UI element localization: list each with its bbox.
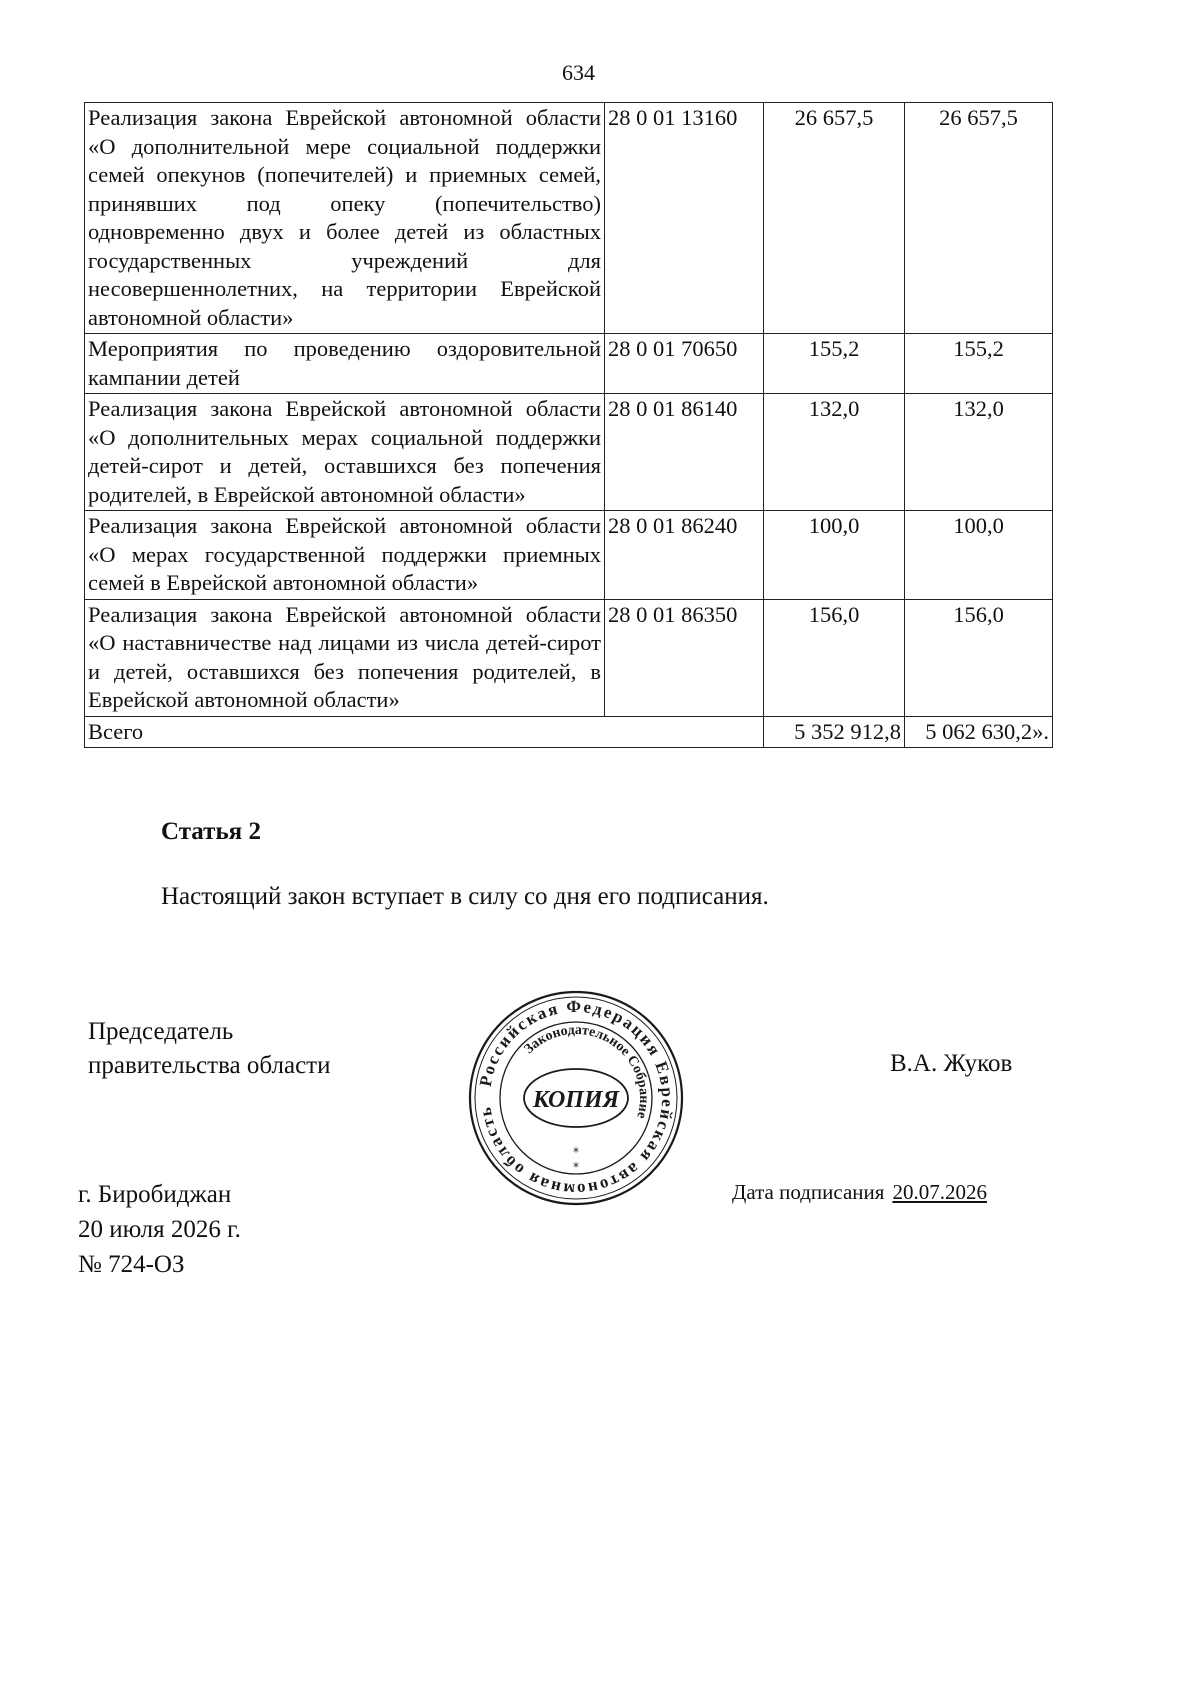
table-row	[85, 334, 1053, 394]
table-row	[85, 103, 1053, 334]
row-value-1: 155,2	[764, 334, 905, 394]
signing-date-value: 20.07.2026	[892, 1180, 987, 1204]
total-value-2: 5 062 630,2».	[905, 716, 1053, 748]
seal-star-icon: *	[573, 1145, 579, 1159]
table-total-row	[85, 716, 1053, 748]
row-value-1: 100,0	[764, 511, 905, 600]
budget-table	[84, 102, 1053, 748]
total-value-1: 5 352 912,8	[764, 716, 905, 748]
row-value-2: 132,0	[905, 394, 1053, 511]
row-code: 28 0 01 70650	[605, 334, 764, 394]
law-number: № 724-ОЗ	[78, 1251, 185, 1278]
article-heading: Статья 2	[161, 818, 261, 845]
signer-title	[88, 1015, 330, 1083]
row-code: 28 0 01 13160	[605, 103, 764, 334]
official-seal	[466, 988, 686, 1208]
page-number: 634	[562, 60, 595, 85]
signing-date	[732, 1180, 987, 1205]
row-value-2: 156,0	[905, 599, 1053, 716]
place-date: 20 июля 2026 г.	[78, 1216, 241, 1243]
place-block	[78, 1177, 241, 1282]
row-name: Реализация закона Еврейской автономной области «О дополнительной мере социальной поддержки семей опекунов (попечителей) и приемных семей, принявших под опеку (попечительство) одновременно двух и более детей из областных государственных учреждений для несовершеннолетних, на территории Еврейской автономной области»	[85, 103, 605, 334]
row-name: Мероприятия по проведению оздоровительной кампании детей	[85, 334, 605, 394]
seal-star-icon: *	[573, 1160, 579, 1174]
signer-title-line-2: правительства области	[88, 1052, 331, 1079]
table-row	[85, 511, 1053, 600]
seal-outer-text: Российская Федерация Еврейская автономная область	[475, 996, 678, 1200]
place-city: г. Биробиджан	[78, 1181, 232, 1208]
row-code: 28 0 01 86140	[605, 394, 764, 511]
table-row	[85, 599, 1053, 716]
row-code: 28 0 01 86240	[605, 511, 764, 600]
row-code: 28 0 01 86350	[605, 599, 764, 716]
row-value-1: 156,0	[764, 599, 905, 716]
row-name: Реализация закона Еврейской автономной области «О наставничестве над лицами из числа детей-сирот и детей, оставшихся без попечения родителей, в Еврейской автономной области»	[85, 599, 605, 716]
signer-title-line-1: Председатель	[88, 1018, 234, 1045]
seal-center-text: КОПИЯ	[532, 1087, 620, 1113]
row-value-1: 132,0	[764, 394, 905, 511]
row-value-2: 155,2	[905, 334, 1053, 394]
row-value-2: 26 657,5	[905, 103, 1053, 334]
table-row	[85, 394, 1053, 511]
row-value-1: 26 657,5	[764, 103, 905, 334]
row-name: Реализация закона Еврейской автономной области «О мерах государственной поддержки приемных семей в Еврейской автономной области»	[85, 511, 605, 600]
row-name: Реализация закона Еврейской автономной области «О дополнительных мерах социальной поддержки детей-сирот и детей, оставшихся без попечения родителей, в Еврейской автономной области»	[85, 394, 605, 511]
row-value-2: 100,0	[905, 511, 1053, 600]
signing-date-label: Дата подписания	[732, 1180, 885, 1204]
total-label: Всего	[85, 716, 764, 748]
seal-inner-text: Законодательное Собрание	[521, 1022, 652, 1121]
article-text: Настоящий закон вступает в силу со дня его подписания.	[161, 883, 769, 910]
signer-name: В.А. Жуков	[890, 1050, 1013, 1077]
